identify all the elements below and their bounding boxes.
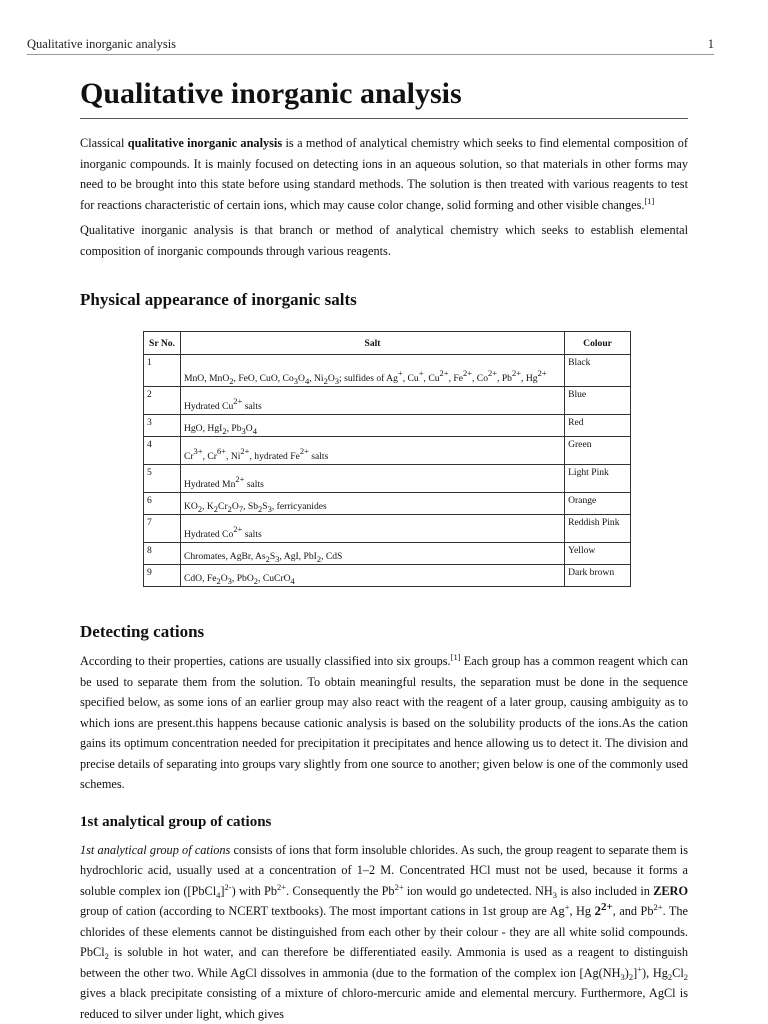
cell-colour: Orange bbox=[565, 493, 631, 515]
intro-text-b: is a method of analytical chemistry which seeks to find elemental composition of inorganic compounds. It is mainly focused on detecting ions in an aqueous solution, so that materials in other forms may need to be brought into this state before using standard methods. The solution is then treated with various reagents to test for reactions characteristic of certain ions, which may cause color change, solid forming and other visible changes. bbox=[80, 136, 688, 212]
zero-bold: ZERO bbox=[653, 883, 689, 898]
salts-table bbox=[143, 331, 631, 587]
cell-sr: 2 bbox=[144, 387, 181, 415]
column-header-salt: Salt bbox=[180, 332, 564, 355]
cell-salt: Hydrated $Co^{2+}$ salts bbox=[180, 515, 564, 543]
cell-salt: MnO, MnO$_2$, FeO, CuO, $Co_3O_4$, $Ni_2O_3$; sulfides of Ag+, Cu+, $Cu^{2+}$, $Fe^{2+}$, $Co^{2+}$, $Pb^{2+}$, $Hg^{2+}$ bbox=[180, 355, 564, 387]
column-header-sr: Sr No. bbox=[144, 332, 181, 355]
page-title: Qualitative inorganic analysis bbox=[80, 76, 688, 119]
cell-salt: CdO, $Fe_2O_3$, PbO$_2$, CuCrO$_4$ bbox=[180, 565, 564, 587]
first-group-text-a: consists of ions that form insoluble chlorides. As such, the group reagent to separate them is hydrochloric acid, usually used at a concentration of 1–2 M. Concentrated HCl must not be used, because it forms a soluble complex ion ([PbCl bbox=[80, 842, 688, 898]
citation-link[interactable]: [1] bbox=[450, 652, 461, 662]
section-heading-detecting-cations: Detecting cations bbox=[80, 622, 205, 641]
cell-sr: 7 bbox=[144, 515, 181, 543]
cell-colour: Red bbox=[565, 415, 631, 437]
cations-paragraph bbox=[80, 651, 688, 795]
running-header bbox=[27, 37, 714, 52]
cell-colour: Light Pink bbox=[565, 465, 631, 493]
cell-sr: 8 bbox=[144, 543, 181, 565]
cell-colour: Yellow bbox=[565, 543, 631, 565]
section-heading-physical-appearance: Physical appearance of inorganic salts bbox=[80, 290, 357, 309]
table-row bbox=[144, 543, 631, 565]
cell-salt: Hydrated $Cu^{2+}$ salts bbox=[180, 387, 564, 415]
intro-paragraph-2: Qualitative inorganic analysis is that branch or method of analytical chemistry which seeks to establish elemental composition of inorganic compounds through various reagents. bbox=[80, 223, 688, 258]
table-row bbox=[144, 387, 631, 415]
table-row bbox=[144, 515, 631, 543]
citation-link[interactable]: [1] bbox=[644, 195, 655, 206]
cell-salt: $KO_2$, $K_2Cr_2O_7$, $Sb_2S_3$, ferricyanides bbox=[180, 493, 564, 515]
cell-colour: Reddish Pink bbox=[565, 515, 631, 543]
cell-sr: 4 bbox=[144, 437, 181, 465]
table-header-row bbox=[144, 332, 631, 355]
cell-salt: Hydrated $Mn^{2+}$ salts bbox=[180, 465, 564, 493]
header-title: Qualitative inorganic analysis bbox=[27, 37, 177, 51]
table-row bbox=[144, 437, 631, 465]
cell-colour: Black bbox=[565, 355, 631, 387]
table-row bbox=[144, 565, 631, 587]
column-header-colour: Colour bbox=[565, 332, 631, 355]
table-row bbox=[144, 493, 631, 515]
cell-sr: 9 bbox=[144, 565, 181, 587]
cell-salt: $Cr^{3+}$, $Cr^{6+}$, $Ni^{2+}$, hydrated $Fe^{2+}$ salts bbox=[180, 437, 564, 465]
article-body bbox=[80, 76, 688, 1024]
first-group-paragraph: 1st analytical group of cations consists of ions that form insoluble chlorides. As such, the group reagent to separate them is hydrochloric acid, usually used at a concentration of 1–2 M. Concentrated HCl must not be used, because it forms a soluble complex ion ([PbCl$_4$]$^{2-}$) with $Pb^{2+}$. Consequently the $Pb^{2+}$ ion would go undetected. $NH_3$ is also included in ZERO group of cation (according to NCERT textbooks). The most important cations in 1st group are Ag+, Hg $2^{2+}$, and $Pb^{2+}$. The chlorides of these elements cannot be distinguished from each other by their colour - they are all white solid compounds. PbCl$_2$ is soluble in hot water, and can therefore be differentiated easily. Ammonia is used as a reagent to distinguish between the other two. While AgCl dissolves in ammonia (due to the formation of the complex ion $[Ag(NH_3)_2]^+$), $Hg_2Cl_2$ gives a black precipitate consisting of a mixture of chloro-mercuric amide and elemental mercury. Furthermore, AgCl is reduced to silver under light, which gives bbox=[80, 842, 689, 1021]
page-number: 1 bbox=[707, 37, 714, 51]
cell-sr: 1 bbox=[144, 355, 181, 387]
first-group-text-b: group of cation (according to NCERT textbooks). The most important cations in 1st group are Ag bbox=[80, 904, 565, 918]
header-rule bbox=[27, 54, 714, 55]
cell-colour: Dark brown bbox=[565, 565, 631, 587]
cell-colour: Blue bbox=[565, 387, 631, 415]
cell-colour: Green bbox=[565, 437, 631, 465]
table-row bbox=[144, 465, 631, 493]
cell-sr: 5 bbox=[144, 465, 181, 493]
intro-text-a: Classical bbox=[80, 136, 128, 150]
cations-text-b: Each group has a common reagent which can be used to separate them from the solution. To obtain meaningful results, the separation must be done in the sequence specified below, as some ions of an earlier group may also react with the reagent of a later group, causing ambiguity as to which ions are present.this happens because cationic analysis is based on the solubility products of the ions.As the cation gains its optimum concentration needed for precipitation it precipitates and hence allowing us to detect it. The division and precise details of separating into groups vary slightly from one source to another; given below is one of the commonly used schemes. bbox=[80, 654, 688, 791]
table-row bbox=[144, 415, 631, 437]
cations-text-a: According to their properties, cations are usually classified into six groups. bbox=[80, 654, 451, 668]
cell-salt: HgO, HgI$_2$, $Pb_3O_4$ bbox=[180, 415, 564, 437]
cell-sr: 6 bbox=[144, 493, 181, 515]
first-group-italic-term: 1st analytical group of cations bbox=[80, 842, 231, 857]
section-heading-1st-group: 1st analytical group of cations bbox=[80, 813, 272, 830]
intro-bold-term: qualitative inorganic analysis bbox=[127, 136, 283, 150]
cell-sr: 3 bbox=[144, 415, 181, 437]
cell-salt: Chromates, AgBr, $As_2S_3$, AgI, PbI$_2$, CdS bbox=[180, 543, 564, 565]
table-row bbox=[144, 355, 631, 387]
intro-paragraph-1 bbox=[80, 133, 688, 215]
